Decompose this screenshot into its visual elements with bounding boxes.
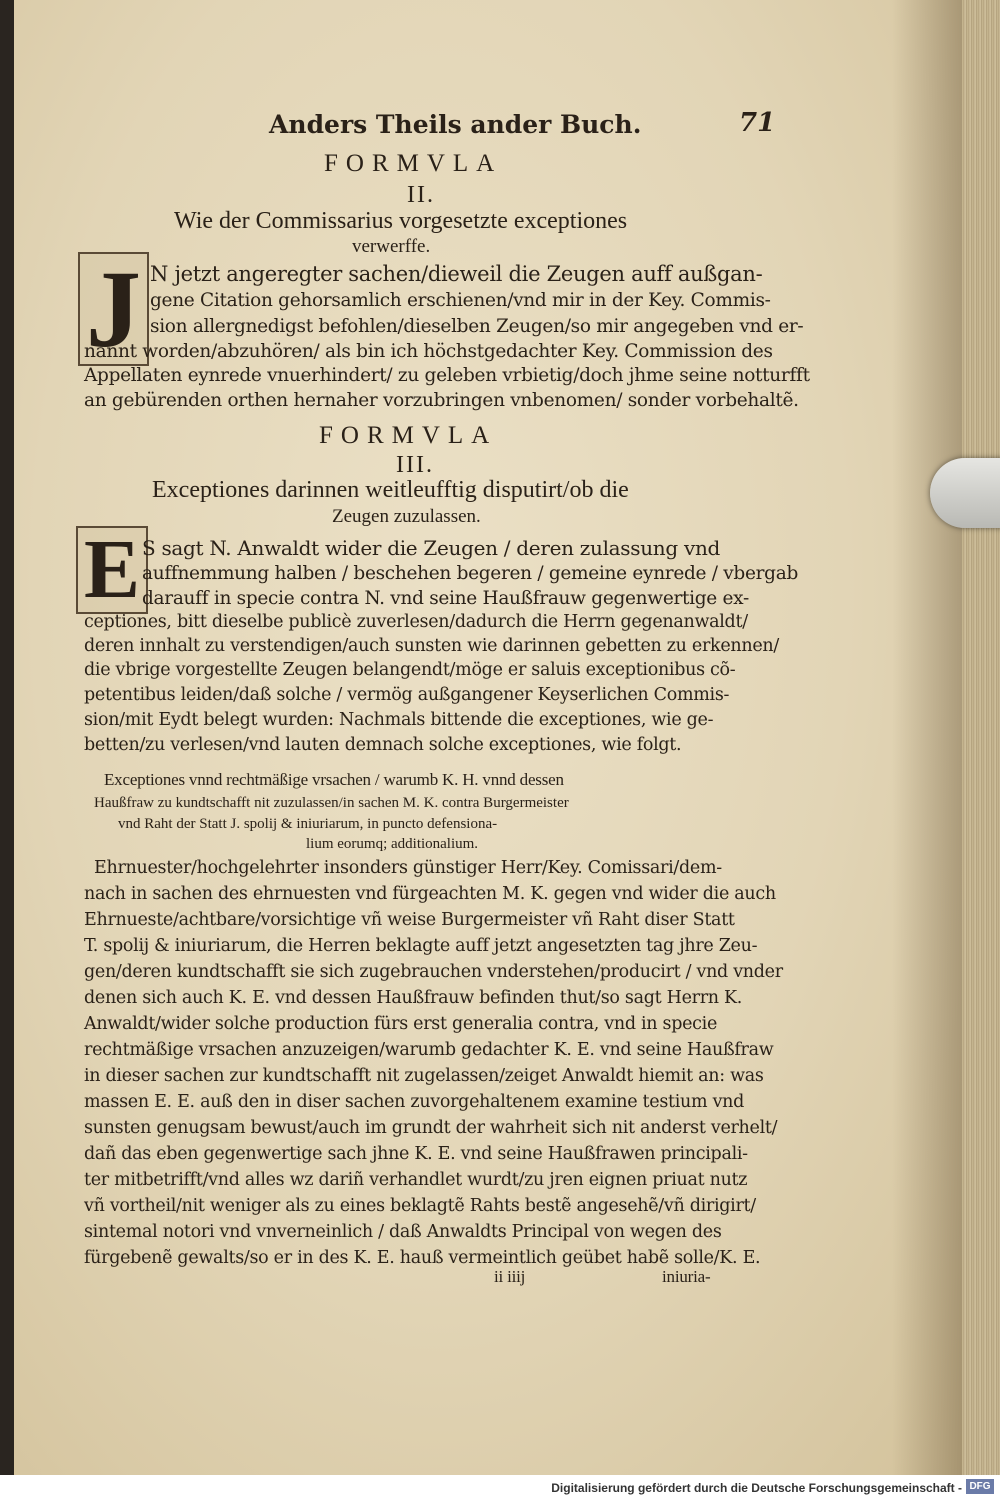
text-line: petentibus leiden/daß solche / vermög außgangener Keyserlichen Commis- [84,685,730,705]
text-line: darauff in specie contra N. vnd seine Haußfrauw gegenwertige ex- [142,588,749,609]
section-heading: Exceptiones darinnen weitleufftig disputirt/ob die [152,477,629,503]
formula-label: FORMVLA [319,422,498,449]
funding-notice: Digitalisierung gefördert durch die Deutsche Forschungsgemeinschaft - [551,1481,962,1495]
exceptiones-title-line: vnd Raht der Statt J. spolij & iniuriarum, in puncto defensiona- [118,816,498,832]
text-line: T. spolij & iniuriarum, die Herren beklagte auff jetzt angesetzten tag jhre Zeu- [84,936,758,956]
text-line: dañ das eben gegenwertige sach jhne K. E. vnd seine Haußfrawen principali- [84,1144,748,1164]
text-line: S sagt N. Anwaldt wider die Zeugen / deren zulassung vnd [142,536,721,560]
text-line: in dieser sachen zur kundtschafft nit zugelassen/zeiget Anwaldt hiemit an: was [84,1066,764,1086]
text-line: sunsten genugsam bewust/auch im grundt der wahrheit sich nit anderst verhelt/ [84,1118,778,1138]
text-line: gen/deren kundtschafft sie sich zugebrauchen vnderstehen/producirt / vnd vnder [84,962,783,982]
text-line: rechtmäßige vrsachen anzuzeigen/warumb gedachter K. E. vnd seine Haußfraw [84,1040,774,1060]
text-line: Ehrnueste/achtbare/vorsichtige vñ weise Burgermeister vñ Raht diser Statt [84,910,735,930]
text-line: nannt worden/abzuhören/ als bin ich höchstgedachter Key. Commission des [84,341,773,362]
text-line: an gebürenden orthen hernaher vorzubringen vnbenomen/ sonder vorbehaltẽ. [84,390,799,411]
section-heading-cont: Zeugen zuzulassen. [332,506,481,527]
dfg-logo-icon: DFG [966,1479,994,1494]
text-line: N jetzt angeregter sachen/dieweil die Zeugen auff außgan- [150,262,763,286]
formula-number: II. [407,182,435,208]
exceptiones-title-line: lium eorumq; additionalium. [306,836,479,852]
text-line: sintemal notori vnd vnverneinlich / daß Anwaldts Principal von wegen des [84,1222,722,1242]
text-line: massen E. E. auß den in diser sachen zuvorgehaltenem examine testium vnd [84,1092,745,1112]
text-line: betten/zu verlesen/vnd lauten demnach solche exceptiones, wie folgt. [84,735,682,755]
text-line: denen sich auch K. E. vnd dessen Haußfrauw befinden thut/so sagt Herrn K. [84,988,743,1008]
text-line: gene Citation gehorsamlich erschienen/vnd mir in der Key. Commis- [150,290,771,311]
footer-bar [0,1475,1000,1499]
text-line: Anwaldt/wider solche production fürs erst generalia contra, vnd in specie [84,1014,718,1034]
drop-cap: E [76,526,148,614]
book-clasp [930,458,1000,528]
exceptiones-title-line: Exceptiones vnnd rechtmäßige vrsachen / warumb K. H. vnnd dessen [104,770,564,789]
page-edges [962,0,1000,1475]
section-heading: Wie der Commissarius vorgesetzte exceptiones [174,208,628,234]
exceptiones-title-line: Haußfraw zu kundtschafft nit zuzulassen/in sachen M. K. contra Burgermeister [94,795,569,811]
text-line: ter mitbetrifft/vnd alles wz dariñ verhandlet wurdt/zu jren eignen priuat nutz [84,1170,748,1190]
drop-cap: J [78,252,149,366]
formula-number: III. [396,452,434,478]
page-number: 71 [739,108,776,138]
book-page [14,0,962,1475]
text-line: sion/mit Eydt belegt wurden: Nachmals bittende die exceptiones, wie ge- [84,710,714,730]
text-line: auffnemmung halben / beschehen begeren / gemeine eynrede / vbergab [142,563,798,584]
text-line: deren innhalt zu verstendigen/auch sunsten wie darinnen gebetten zu erkennen/ [84,636,779,656]
text-line: die vbrige vorgestellte Zeugen belangendt/möge er saluis exceptionibus cõ- [84,660,736,680]
text-line: vñ vortheil/nit weniger als zu eines beklagtẽ Rahts bestẽ angesehẽ/vñ dirigirt/ [84,1196,756,1216]
text-line: fürgebenẽ gewalts/so er in des K. E. hauß vermeintlich geübet habẽ solle/K. E. [84,1248,761,1268]
running-head: Anders Theils ander Buch. [269,110,642,139]
text-line: sion allergnedigst befohlen/dieselben Zeugen/so mir angegeben vnd er- [150,316,804,337]
signature-mark: ii iiij [494,1267,526,1286]
text-line: Appellaten eynrede vnuerhindert/ zu geleben vrbietig/doch jhme seine notturfft [84,365,810,386]
text-line: nach in sachen des ehrnuesten vnd fürgeachten M. K. gegen vnd wider die auch [84,884,776,904]
section-heading-cont: verwerffe. [352,236,431,257]
text-line: ceptiones, bitt dieselbe publicè zuverlesen/dadurch die Herrn gegenanwaldt/ [84,612,748,632]
formula-label: FORMVLA [324,150,503,177]
catchword: iniuria- [662,1267,711,1286]
text-line: Ehrnuester/hochgelehrter insonders günstiger Herr/Key. Comissari/dem- [94,858,722,878]
